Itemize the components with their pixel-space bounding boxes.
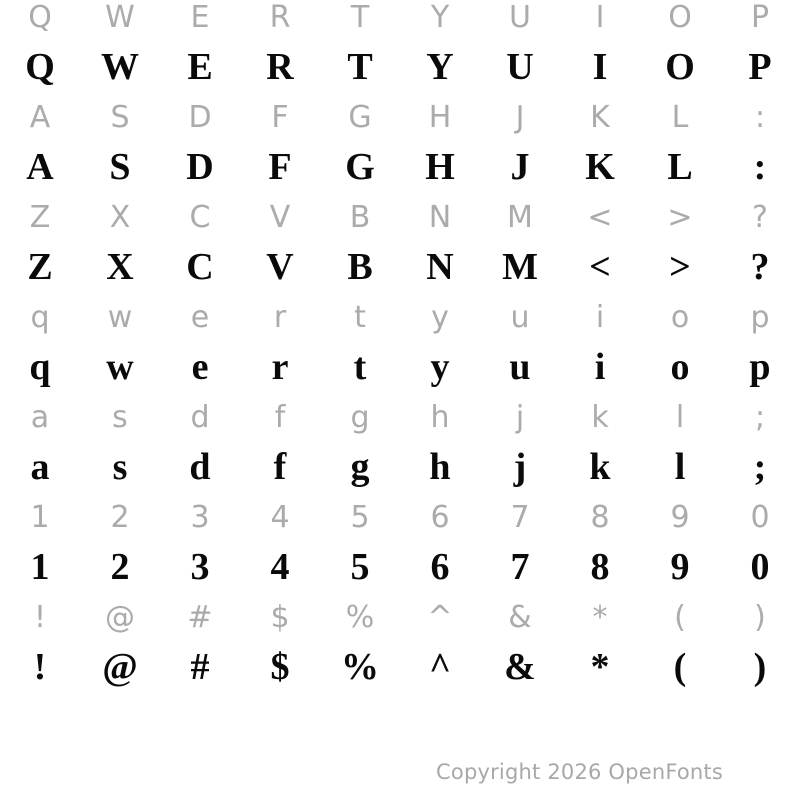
glyph-cell: y	[431, 299, 449, 335]
glyph-cell: T	[350, 0, 370, 35]
glyph-cell: 5	[350, 546, 370, 588]
glyph-cell: Z	[29, 199, 51, 235]
glyph-cell: f	[274, 399, 286, 435]
glyph-cell: V	[266, 246, 294, 288]
glyph-cell: q	[29, 346, 51, 388]
glyph-cell: O	[668, 0, 692, 35]
glyph-cell: >	[669, 246, 691, 288]
glyph-cell: M	[502, 246, 538, 288]
glyph-cell: %	[341, 646, 379, 688]
glyph-cell: G	[348, 99, 372, 135]
glyph-cell: e	[191, 346, 209, 388]
glyph-cell: :	[753, 146, 767, 188]
glyph-cell: ;	[754, 399, 766, 435]
glyph-cell: o	[670, 346, 690, 388]
glyph-cell: 6	[430, 499, 450, 535]
glyph-row-specimen	[0, 442, 800, 492]
glyph-cell: ^	[428, 646, 452, 688]
glyph-cell: o	[670, 299, 690, 335]
glyph-cell: Q	[25, 46, 55, 88]
glyph-cell: O	[665, 46, 695, 88]
glyph-cell: M	[507, 199, 533, 235]
glyph-cell: h	[430, 399, 450, 435]
glyph-cell: T	[347, 46, 373, 88]
glyph-cell: C	[186, 246, 214, 288]
glyph-row-reference	[0, 0, 800, 42]
glyph-row-specimen	[0, 242, 800, 292]
glyph-cell: P	[750, 0, 770, 35]
glyph-cell: w	[106, 346, 134, 388]
glyph-cell: C	[189, 199, 211, 235]
glyph-cell: &	[504, 646, 536, 688]
glyph-cell: 2	[110, 499, 130, 535]
glyph-cell: Y	[426, 46, 454, 88]
glyph-cell: 1	[30, 546, 50, 588]
glyph-cell: <	[589, 246, 611, 288]
glyph-cell: B	[347, 246, 373, 288]
glyph-cell: l	[675, 399, 685, 435]
glyph-cell: a	[30, 399, 50, 435]
glyph-row-reference	[0, 292, 800, 342]
glyph-cell: 0	[750, 546, 770, 588]
glyph-cell: q	[30, 299, 50, 335]
glyph-cell: R	[266, 46, 294, 88]
glyph-cell: H	[425, 146, 455, 188]
glyph-cell: S	[109, 146, 131, 188]
glyph-cell: D	[186, 146, 214, 188]
glyph-cell: L	[667, 146, 693, 188]
glyph-cell: ?	[752, 199, 768, 235]
glyph-cell: i	[594, 346, 606, 388]
glyph-row-reference	[0, 192, 800, 242]
glyph-cell: 3	[190, 546, 210, 588]
glyph-cell: U	[509, 0, 531, 35]
glyph-cell: y	[430, 346, 450, 388]
glyph-cell: 6	[430, 546, 450, 588]
glyph-cell: U	[506, 46, 534, 88]
glyph-cell: f	[273, 446, 287, 488]
glyph-cell: g	[350, 399, 370, 435]
glyph-cell: F	[268, 146, 292, 188]
glyph-cell: (	[673, 646, 687, 688]
glyph-cell: 3	[190, 499, 210, 535]
glyph-row-specimen	[0, 642, 800, 692]
glyph-cell: s	[112, 446, 128, 488]
glyph-cell: B	[349, 199, 371, 235]
glyph-cell: G	[345, 146, 375, 188]
glyph-cell: e	[190, 299, 210, 335]
copyright-text: Copyright 2026 OpenFonts	[436, 760, 723, 784]
glyph-cell: W	[105, 0, 135, 35]
glyph-cell: A	[26, 146, 54, 188]
glyph-row-reference	[0, 92, 800, 142]
glyph-cell: )	[754, 599, 766, 635]
glyph-row-reference	[0, 592, 800, 642]
glyph-cell: N	[428, 199, 452, 235]
glyph-cell: ?	[750, 246, 770, 288]
glyph-cell: l	[674, 446, 686, 488]
glyph-cell: *	[592, 599, 608, 635]
glyph-cell: i	[595, 299, 605, 335]
glyph-cell: 4	[270, 499, 290, 535]
glyph-cell: D	[188, 99, 212, 135]
glyph-cell: u	[510, 299, 530, 335]
glyph-cell: S	[110, 99, 130, 135]
glyph-cell: Y	[430, 0, 450, 35]
glyph-cell: &	[508, 599, 532, 635]
glyph-row-reference	[0, 492, 800, 542]
glyph-cell: p	[750, 299, 770, 335]
glyph-cell: I	[595, 0, 605, 35]
glyph-cell: *	[590, 646, 610, 688]
glyph-cell: X	[106, 246, 134, 288]
glyph-cell: V	[269, 199, 291, 235]
glyph-cell: F	[271, 99, 289, 135]
glyph-cell: #	[187, 599, 213, 635]
glyph-cell: 2	[110, 546, 130, 588]
glyph-cell: E	[187, 46, 213, 88]
glyph-cell: 1	[30, 499, 50, 535]
glyph-cell: 4	[270, 546, 290, 588]
glyph-cell: R	[269, 0, 291, 35]
glyph-cell: W	[101, 46, 139, 88]
glyph-cell: u	[509, 346, 531, 388]
glyph-cell: s	[112, 399, 128, 435]
glyph-cell: a	[30, 446, 50, 488]
glyph-cell: 7	[510, 499, 530, 535]
glyph-cell: k	[591, 399, 609, 435]
glyph-cell: r	[273, 299, 287, 335]
glyph-cell: #	[190, 646, 210, 688]
glyph-cell: w	[107, 299, 133, 335]
glyph-cell: ^	[427, 599, 453, 635]
glyph-cell: t	[353, 346, 367, 388]
glyph-cell: I	[592, 46, 608, 88]
glyph-row-specimen	[0, 342, 800, 392]
glyph-cell: (	[674, 599, 686, 635]
glyph-cell: h	[429, 446, 451, 488]
glyph-cell: j	[515, 399, 525, 435]
glyph-cell: H	[428, 99, 452, 135]
glyph-cell: $	[270, 646, 290, 688]
glyph-cell: d	[189, 446, 211, 488]
glyph-cell: d	[190, 399, 210, 435]
glyph-cell: 0	[750, 499, 770, 535]
glyph-cell: L	[671, 99, 689, 135]
glyph-cell: k	[589, 446, 611, 488]
glyph-cell: E	[190, 0, 210, 35]
glyph-cell: 5	[350, 499, 370, 535]
glyph-cell: 8	[590, 546, 610, 588]
glyph-cell: J	[510, 146, 530, 188]
glyph-cell: K	[590, 99, 610, 135]
glyph-row-specimen	[0, 42, 800, 92]
glyph-cell: p	[749, 346, 771, 388]
glyph-cell: 7	[510, 546, 530, 588]
glyph-cell: )	[753, 646, 767, 688]
glyph-cell: K	[585, 146, 615, 188]
glyph-cell: !	[33, 599, 47, 635]
glyph-cell: >	[667, 199, 693, 235]
glyph-cell: :	[754, 99, 766, 135]
glyph-cell: %	[345, 599, 375, 635]
glyph-cell: j	[513, 446, 527, 488]
glyph-cell: 9	[670, 499, 690, 535]
glyph-cell: @	[105, 599, 135, 635]
glyph-cell: J	[515, 99, 525, 135]
glyph-row-reference	[0, 392, 800, 442]
glyph-cell: 9	[670, 546, 690, 588]
glyph-cell: $	[270, 599, 290, 635]
glyph-cell: A	[29, 99, 51, 135]
glyph-cell: !	[33, 646, 47, 688]
glyph-cell: X	[109, 199, 131, 235]
glyph-cell: @	[102, 646, 138, 688]
glyph-cell: g	[350, 446, 370, 488]
glyph-row-specimen	[0, 142, 800, 192]
glyph-cell: Q	[28, 0, 52, 35]
glyph-cell: <	[587, 199, 613, 235]
glyph-cell: ;	[753, 446, 767, 488]
glyph-row-specimen	[0, 542, 800, 592]
glyph-cell: Z	[27, 246, 53, 288]
glyph-cell: r	[271, 346, 289, 388]
glyph-cell: N	[426, 246, 454, 288]
glyph-cell: 8	[590, 499, 610, 535]
glyph-cell: t	[354, 299, 366, 335]
glyph-cell: P	[748, 46, 772, 88]
